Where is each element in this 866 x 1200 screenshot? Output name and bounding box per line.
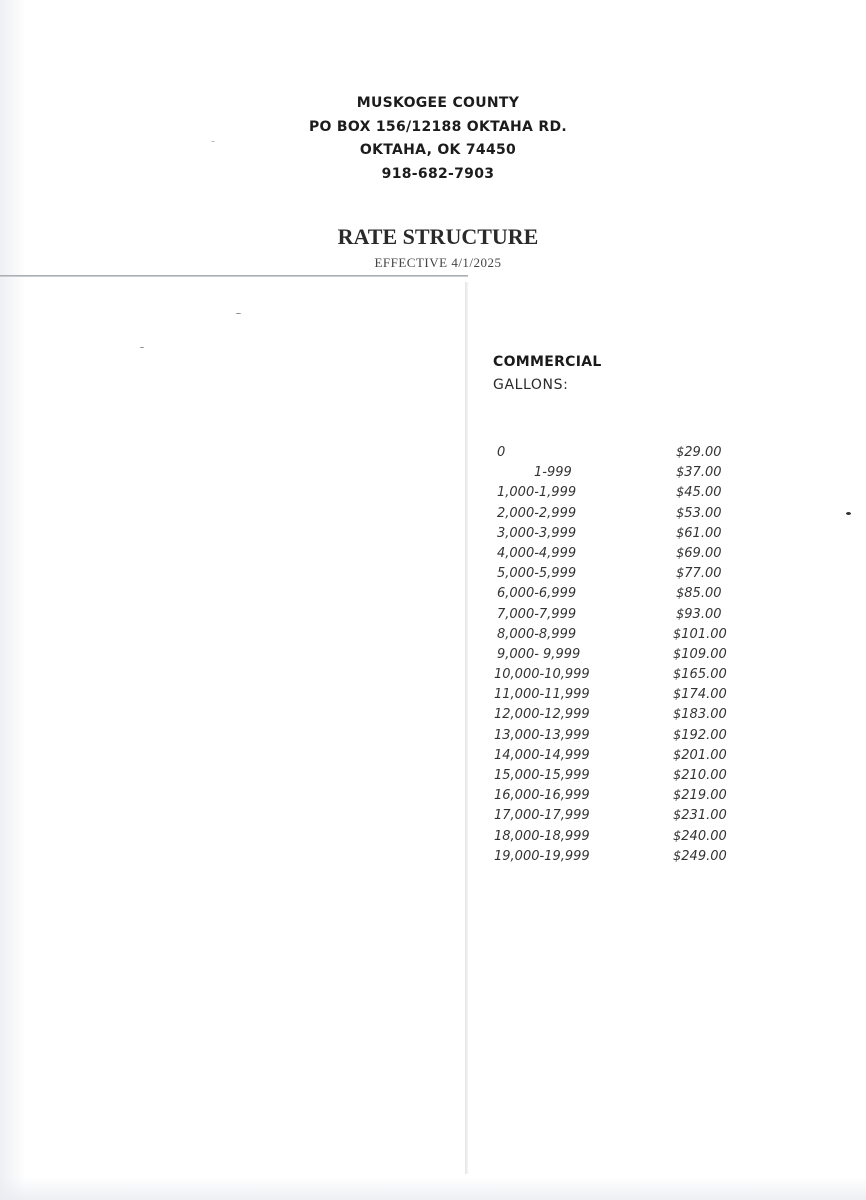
rate-range: 3,000-3,999 (497, 525, 577, 541)
rate-range: 18,000-18,999 (494, 828, 590, 844)
rate-range: 2,000-2,999 (497, 505, 577, 521)
rate-range: 9,000- 9,999 (497, 646, 581, 662)
rate-price: $37.00 (676, 465, 722, 481)
rate-range: 4,000-4,999 (497, 545, 577, 561)
rate-range: 0 (497, 445, 506, 460)
rate-row (492, 766, 752, 786)
scan-speck (140, 347, 144, 348)
rate-price: $240.00 (673, 828, 727, 844)
rate-range: 10,000-10,999 (494, 667, 590, 683)
rate-row (492, 443, 752, 463)
header-line-county: MUSKOGEE COUNTY (356, 95, 520, 111)
rate-price: $174.00 (673, 687, 727, 703)
sheet-edge-right (465, 282, 468, 1174)
rate-price: $201.00 (673, 747, 727, 763)
rate-row (492, 463, 752, 483)
rate-price: $101.00 (673, 626, 727, 642)
rate-price: $85.00 (676, 586, 722, 602)
rate-price: $29.00 (676, 445, 722, 460)
rate-price: $53.00 (676, 505, 722, 521)
rate-row (492, 827, 752, 847)
rate-row (492, 726, 752, 746)
rate-range: 6,000-6,999 (497, 586, 577, 602)
rate-row (492, 605, 752, 625)
scan-speck (236, 313, 241, 314)
rate-range: 8,000-8,999 (497, 626, 577, 642)
rate-range: 11,000-11,999 (494, 687, 590, 703)
rate-price: $165.00 (673, 667, 727, 683)
rate-row (492, 685, 752, 705)
scan-speck (211, 141, 215, 142)
rate-price: $77.00 (676, 566, 722, 582)
rate-row (492, 705, 752, 725)
rate-row (492, 625, 752, 645)
organization-header (200, 92, 676, 186)
rate-range: 1,000-1,999 (497, 485, 577, 501)
header-line-address: PO BOX 156/12188 OKTAHA RD. (309, 118, 567, 135)
sheet-edge-top (0, 275, 468, 277)
rate-price: $183.00 (673, 707, 727, 723)
rate-range: 7,000-7,999 (497, 606, 577, 622)
rate-row (492, 746, 752, 766)
header-line-phone: 918-682-7903 (381, 165, 495, 182)
rate-range: 19,000-19,999 (494, 848, 590, 864)
rate-price: $93.00 (676, 606, 722, 622)
rate-row (492, 564, 752, 584)
rate-row (492, 544, 752, 564)
rate-row (492, 786, 752, 806)
section-subheading-gallons: GALLONS: (493, 377, 569, 393)
rate-row (492, 806, 752, 826)
rate-price: $45.00 (676, 485, 722, 501)
rate-range: 17,000-17,999 (494, 808, 590, 824)
section-heading-commercial: COMMERCIAL (493, 354, 602, 370)
rate-price: $69.00 (676, 545, 722, 561)
rate-row (492, 483, 752, 503)
rate-range: 13,000-13,999 (494, 727, 590, 743)
rate-range: 14,000-14,999 (494, 747, 590, 763)
rate-table (492, 443, 752, 867)
rate-row (492, 524, 752, 544)
rate-row (492, 665, 752, 685)
rate-price: $231.00 (673, 808, 727, 824)
rate-price: $192.00 (673, 727, 727, 743)
header-line-city: OKTAHA, OK 74450 (359, 142, 517, 158)
scan-shadow-left (0, 0, 26, 1200)
rate-range: 1-999 (534, 465, 572, 481)
rate-price: $61.00 (676, 525, 722, 541)
scan-shadow-bottom (0, 1178, 866, 1200)
rate-row (492, 504, 752, 524)
rate-range: 12,000-12,999 (494, 707, 590, 723)
rate-row (492, 645, 752, 665)
rate-range: 5,000-5,999 (497, 566, 577, 582)
scan-speck (846, 512, 851, 515)
rate-range: 15,000-15,999 (494, 768, 590, 783)
rate-price: $219.00 (673, 788, 727, 804)
rate-row (492, 847, 752, 867)
rate-price: $210.00 (673, 768, 727, 783)
rate-range: 16,000-16,999 (494, 788, 590, 804)
document-title: RATE STRUCTURE (337, 224, 539, 249)
effective-date: EFFECTIVE 4/1/2025 (374, 255, 502, 270)
rate-row (492, 584, 752, 604)
rate-price: $109.00 (673, 646, 727, 662)
rate-price: $249.00 (673, 848, 727, 864)
